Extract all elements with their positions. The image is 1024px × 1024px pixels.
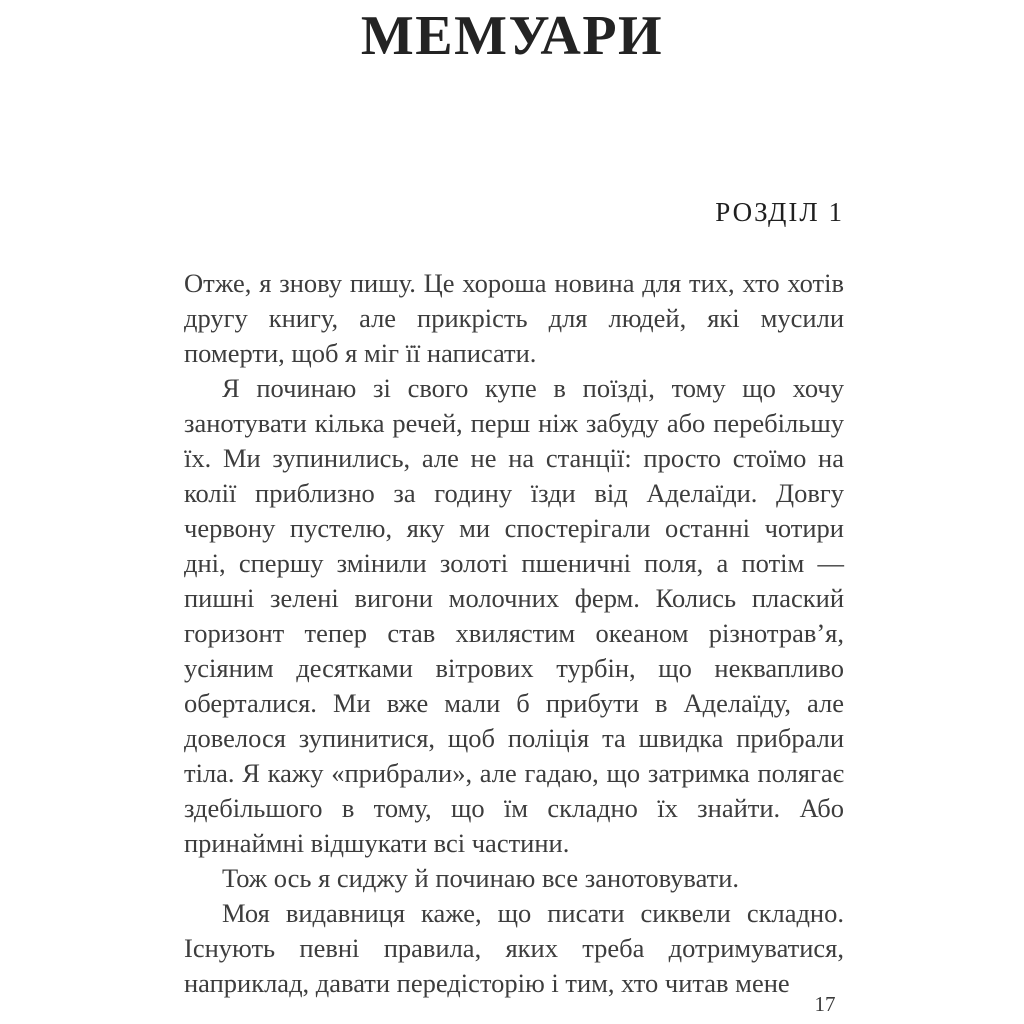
book-title: МЕМУАРИ <box>360 5 664 67</box>
page-number: 17 <box>814 992 836 1016</box>
paragraph: Отже, я знову пишу. Це хороша новина для тих, хто хотів другу книгу, але прикрість для людей, які мусили померти, щоб я міг її написати. <box>184 268 844 368</box>
chapter-heading: РОЗДІЛ 1 <box>715 197 844 227</box>
paragraph: Тож ось я сиджу й починаю все занотовувати. <box>222 863 740 893</box>
text-column <box>184 196 844 1001</box>
paragraph: Я починаю зі свого купе в поїзді, тому що хочу занотувати кілька речей, перш ніж забуду або перебільшу їх. Ми зупинились, але не на станції: просто стоїмо на колії приблизно за годину їзди від Аделаїди. Довгу червону пустелю, яку ми спостерігали останні чотири дні, спершу змінили золоті пшеничні поля, а потім — пишні зелені вигони молочних ферм. Колись плаский горизонт тепер став хвилястим океаном різнотрав’я, усіяним десятками вітрових турбін, що неквапливо оберталися. Ми вже мали б прибути в Аделаїду, але довелося зупинитися, щоб поліція та швидка прибрали тіла. Я кажу «прибрали», але гадаю, що затримка полягає здебільшого в тому, що їм складно їх знайти. Або принаймні відшукати всі частини. <box>184 373 844 858</box>
paragraph: Моя видавниця каже, що писати сиквели складно. Існують певні правила, яких треба дотримуватися, наприклад, давати передісторію і тим, хто читав мене <box>184 898 844 998</box>
body-text <box>184 266 844 1001</box>
page-footer <box>0 991 1024 1017</box>
